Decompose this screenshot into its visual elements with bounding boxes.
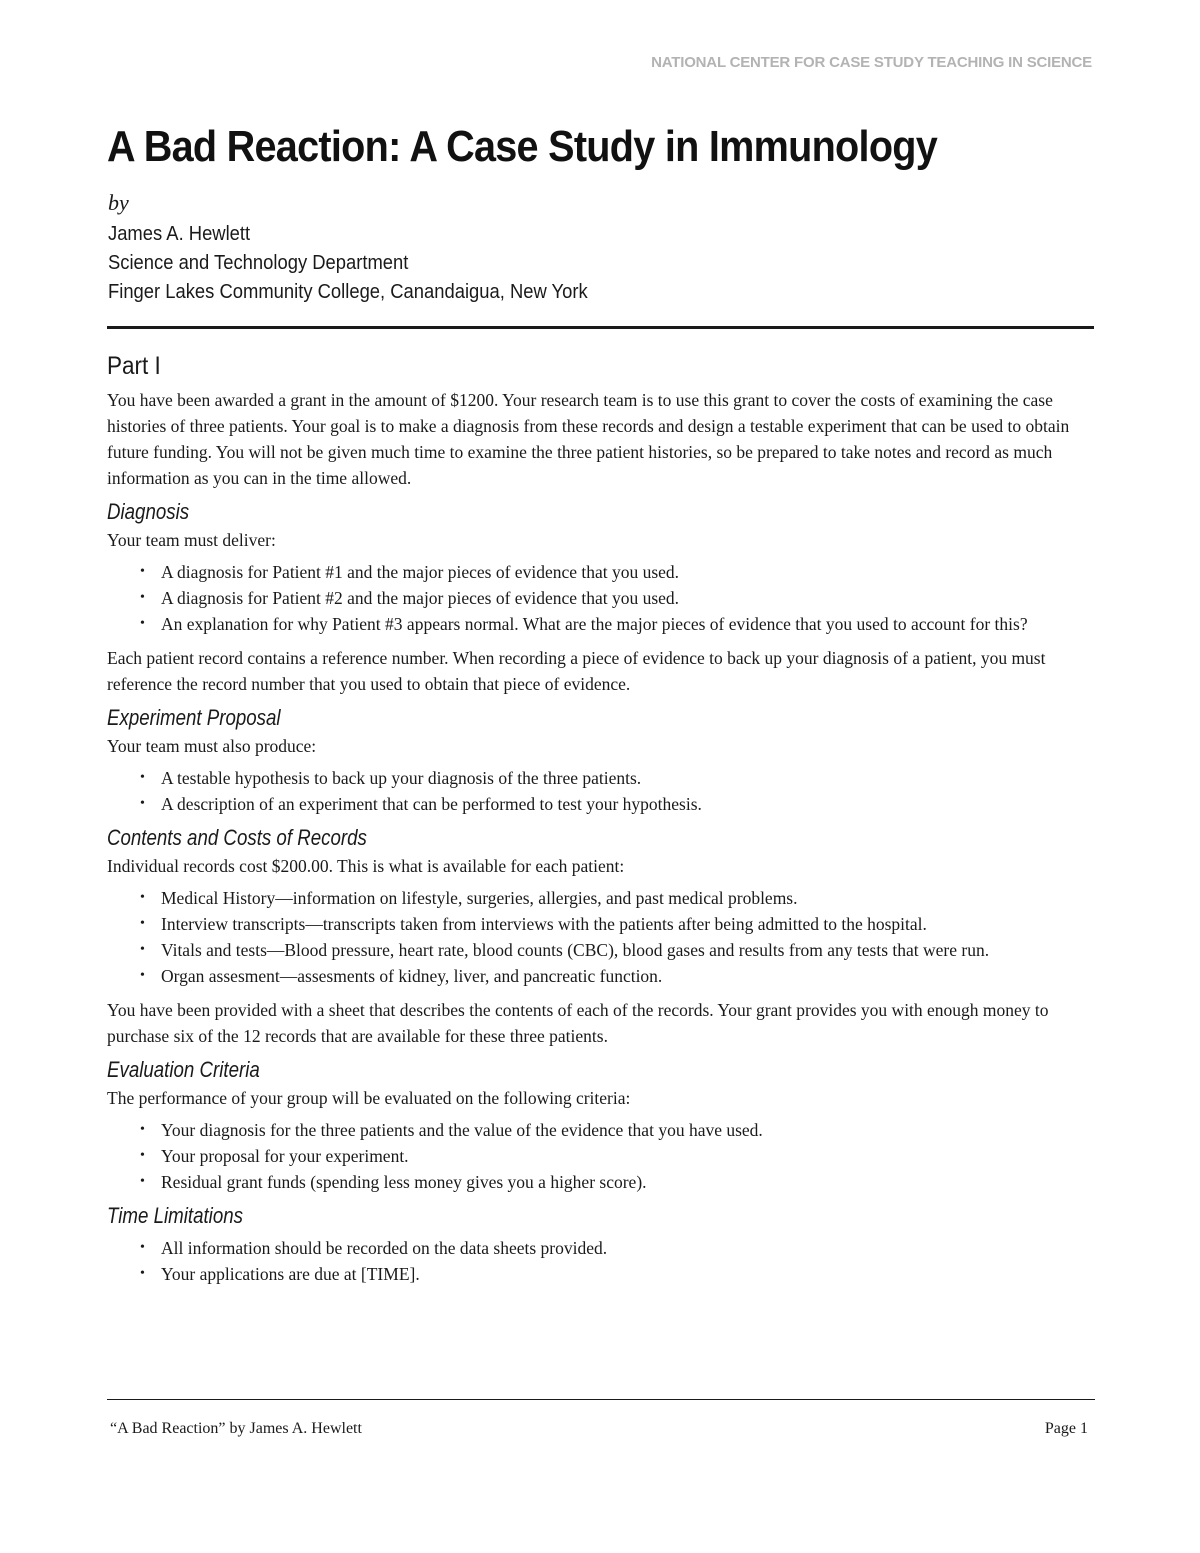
list-item: • Your proposal for your experiment. xyxy=(140,1143,1095,1169)
author-department: Science and Technology Department xyxy=(108,252,409,274)
list-item: • Residual grant funds (spending less money gives you a higher score). xyxy=(140,1169,1095,1195)
list-item: • Medical History—information on lifestyle, surgeries, allergies, and past medical problems. xyxy=(140,885,1095,911)
list-item: • A testable hypothesis to back up your diagnosis of the three patients. xyxy=(140,765,1095,791)
time-list xyxy=(107,1235,1095,1287)
header-divider xyxy=(107,326,1094,329)
byline: by xyxy=(108,190,129,215)
diagnosis-heading: Diagnosis xyxy=(107,499,190,524)
list-item: • A diagnosis for Patient #1 and the major pieces of evidence that you used. xyxy=(140,559,1095,585)
experiment-list xyxy=(107,765,1095,817)
page-title: A Bad Reaction: A Case Study in Immunology xyxy=(107,122,938,171)
list-item: • A diagnosis for Patient #2 and the major pieces of evidence that you used. xyxy=(140,585,1095,611)
list-item: • An explanation for why Patient #3 appears normal. What are the major pieces of evidence that you used to account for this? xyxy=(140,611,1095,637)
records-lead: Individual records cost $200.00. This is what is available for each patient: xyxy=(107,856,625,876)
records-list xyxy=(107,885,1095,989)
diagnosis-lead: Your team must deliver: xyxy=(107,530,276,550)
footer-citation: “A Bad Reaction” by James A. Hewlett xyxy=(110,1420,362,1437)
header-organization: NATIONAL CENTER FOR CASE STUDY TEACHING IN SCIENCE xyxy=(651,54,1092,71)
list-item: • Your applications are due at [TIME]. xyxy=(140,1261,1095,1287)
diagnosis-list xyxy=(107,559,1095,637)
records-heading: Contents and Costs of Records xyxy=(107,825,367,850)
page-number: Page 1 xyxy=(1044,1420,1088,1437)
main-content xyxy=(107,352,1095,1295)
list-item: • Interview transcripts—transcripts taken from interviews with the patients after being admitted to the hospital. xyxy=(140,911,1095,937)
evaluation-list xyxy=(107,1117,1095,1195)
experiment-heading: Experiment Proposal xyxy=(107,705,281,730)
part-heading: Part I xyxy=(107,352,161,380)
experiment-lead: Your team must also produce: xyxy=(107,736,317,756)
list-item: • All information should be recorded on the data sheets provided. xyxy=(140,1235,1095,1261)
author-block xyxy=(108,220,629,307)
list-item: • Organ assesment—assesments of kidney, liver, and pancreatic function. xyxy=(140,963,1095,989)
diagnosis-note: Each patient record contains a reference number. When recording a piece of evidence to back up your diagnosis of a patient, you must reference the record number that you used to obtain that piece of evidence. xyxy=(107,648,1046,694)
evaluation-lead: The performance of your group will be evaluated on the following criteria: xyxy=(107,1088,631,1108)
time-heading: Time Limitations xyxy=(107,1203,243,1228)
author-institution: Finger Lakes Community College, Canandaigua, New York xyxy=(108,281,588,303)
list-item: • Vitals and tests—Blood pressure, heart rate, blood counts (CBC), blood gases and results from any tests that were run. xyxy=(140,937,1095,963)
list-item: • Your diagnosis for the three patients and the value of the evidence that you have used. xyxy=(140,1117,1095,1143)
intro-paragraph: You have been awarded a grant in the amount of $1200. Your research team is to use this grant to cover the costs of examining the case histories of three patients. Your goal is to make a diagnosis from these records and design a testable experiment that can be used to obtain future funding. You will not be given much time to examine the three patient histories, so be prepared to take notes and record as much information as you can in the time allowed. xyxy=(107,390,1070,488)
records-note: You have been provided with a sheet that describes the contents of each of the records. Your grant provides you with enough money to purchase six of the 12 records that are available for these three patients. xyxy=(107,1000,1049,1046)
evaluation-heading: Evaluation Criteria xyxy=(107,1057,260,1082)
author-name: James A. Hewlett xyxy=(108,223,251,245)
list-item: • A description of an experiment that can be performed to test your hypothesis. xyxy=(140,791,1095,817)
footer-divider xyxy=(107,1399,1095,1400)
